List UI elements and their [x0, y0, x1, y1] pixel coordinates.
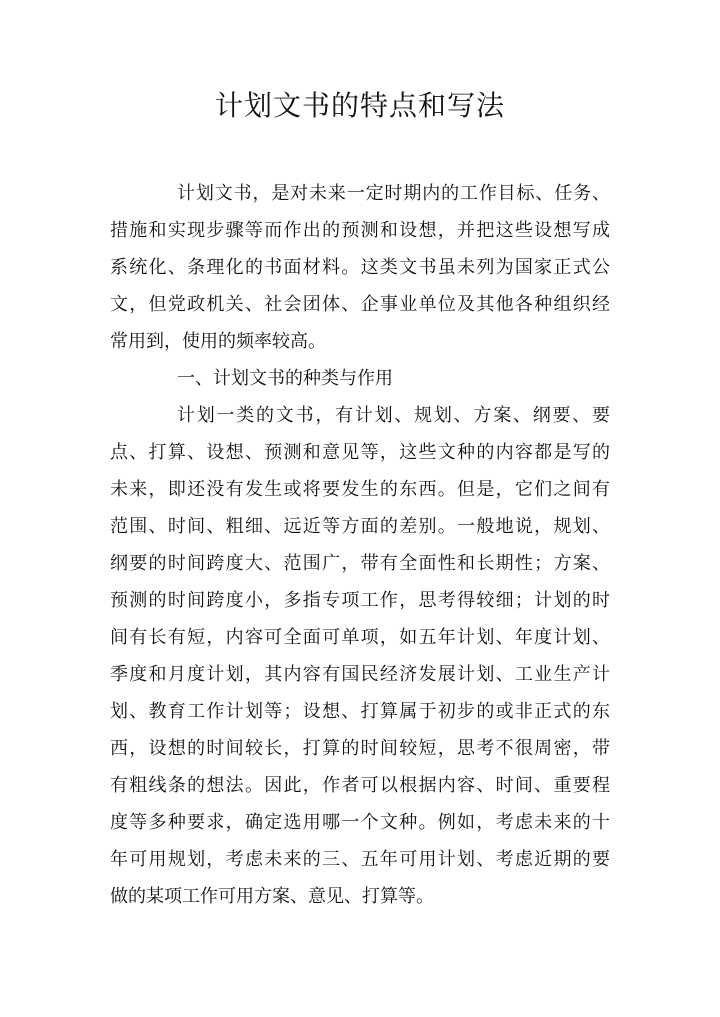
section-heading-1: 一、计划文书的种类与作用 — [177, 368, 393, 389]
paragraph-2-line-3: 未来，即还没有发生或将要发生的东西。但是，它们之间有 — [110, 479, 610, 500]
paragraph-2-line-9: 划、教育工作计划等；设想、打算属于初步的或非正式的东 — [110, 701, 610, 722]
paragraph-2-line-12: 度等多种要求，确定选用哪一个文种。例如，考虑未来的十 — [110, 812, 610, 833]
paragraph-2-line-4: 范围、时间、粗细、远近等方面的差别。一般地说，规划、 — [110, 516, 610, 537]
paragraph-2-line-2: 点、打算、设想、预测和意见等，这些文种的内容都是写的 — [110, 442, 610, 463]
paragraph-2-line-11: 有粗线条的想法。因此，作者可以根据内容、时间、重要程 — [110, 775, 610, 796]
paragraph-1-line-3: 系统化、条理化的书面材料。这类文书虽未列为国家正式公 — [110, 257, 610, 278]
paragraph-2-line-5: 纲要的时间跨度大、范围广，带有全面性和长期性；方案、 — [110, 553, 610, 574]
paragraph-2-line-14: 做的某项工作可用方案、意见、打算等。 — [110, 886, 434, 907]
paragraph-2-line-8: 季度和月度计划，其内容有国民经济发展计划、工业生产计 — [110, 664, 610, 685]
paragraph-1-line-1: 计划文书，是对未来一定时期内的工作目标、任务、 — [177, 183, 610, 204]
paragraph-1-line-2: 措施和实现步骤等而作出的预测和设想，并把这些设想写成 — [110, 220, 610, 241]
paragraph-2-line-7: 间有长有短，内容可全面可单项，如五年计划、年度计划、 — [110, 627, 610, 648]
paragraph-2-line-1: 计划一类的文书，有计划、规划、方案、纲要、要 — [177, 405, 610, 426]
paragraph-1-line-5: 常用到，使用的频率较高。 — [110, 331, 326, 352]
paragraph-2-line-10: 西，设想的时间较长，打算的时间较短，思考不很周密，带 — [110, 738, 610, 759]
paragraph-1-line-4: 文，但党政机关、社会团体、企事业单位及其他各种组织经 — [110, 294, 610, 315]
paragraph-2-line-6: 预测的时间跨度小，多指专项工作，思考得较细；计划的时 — [110, 590, 610, 611]
document-title: 计划文书的特点和写法 — [214, 89, 505, 122]
paragraph-2-line-13: 年可用规划，考虑未来的三、五年可用计划、考虑近期的要 — [110, 849, 610, 870]
